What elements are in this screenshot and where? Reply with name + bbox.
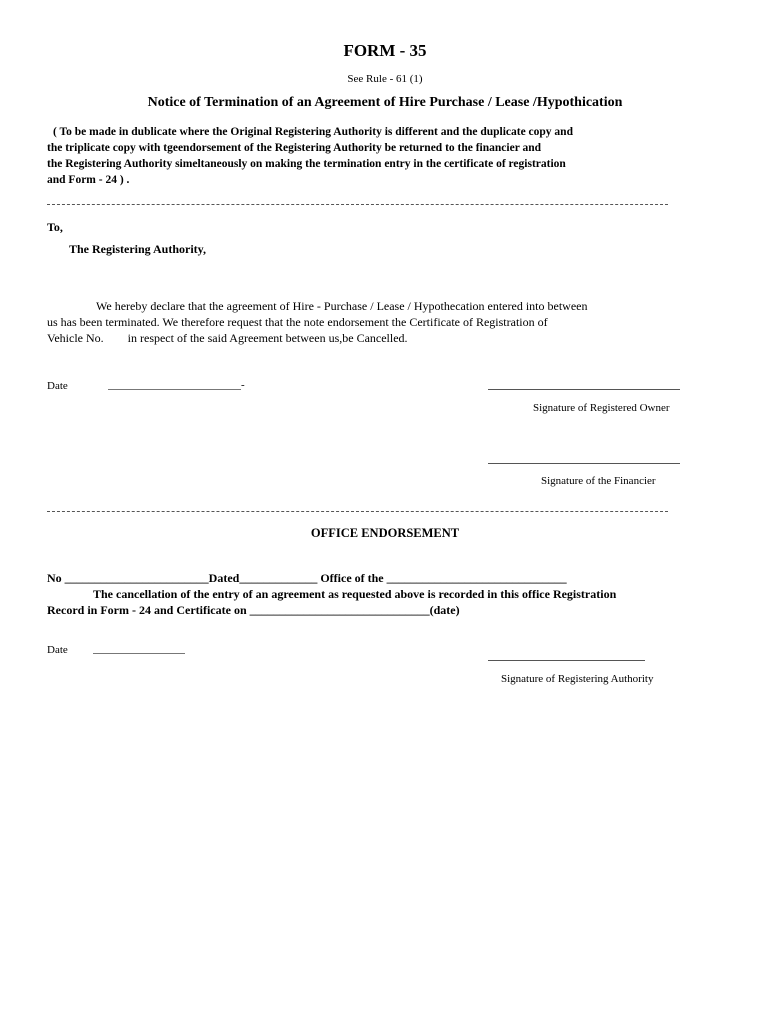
addressee-authority: The Registering Authority, bbox=[69, 242, 206, 256]
instruction-line: ( To be made in dublicate where the Original Registering Authority is different and the duplicate copy and bbox=[53, 126, 573, 138]
instruction-line: the Registering Authority simeltaneously on making the termination entry in the certificate of registration bbox=[47, 158, 566, 170]
authority-signature-line[interactable] bbox=[488, 660, 645, 661]
instruction-line: and Form - 24 ) . bbox=[47, 174, 130, 186]
declaration-line-1: We hereby declare that the agreement of Hire - Purchase / Lease / Hypothecation entered into between bbox=[96, 299, 588, 313]
instruction-line: the triplicate copy with tgeendorsement of the Registering Authority be returned to the financier and bbox=[47, 142, 542, 154]
declaration-line-3 bbox=[47, 330, 408, 346]
financier-signature-label: Signature of the Financier bbox=[541, 475, 656, 487]
to-label: To, bbox=[47, 220, 63, 234]
owner-signature-line[interactable] bbox=[488, 389, 680, 390]
endorsement-line-3: Record in Form - 24 and Certificate on ______________________________(date) bbox=[47, 603, 460, 617]
endorsement-date-label: Date bbox=[47, 644, 68, 656]
date-blank-line[interactable] bbox=[108, 389, 241, 390]
endorsement-line-2: The cancellation of the entry of an agreement as requested above is recorded in this office Registration bbox=[93, 587, 617, 601]
declaration-line-2: us has been terminated. We therefore request that the note endorsement the Certificate of Registration of bbox=[47, 315, 548, 329]
see-rule: See Rule - 61 (1) bbox=[347, 73, 423, 85]
notice-title: Notice of Termination of an Agreement of Hire Purchase / Lease /Hypothication bbox=[147, 95, 623, 110]
date-label: Date bbox=[47, 380, 68, 392]
financier-signature-line[interactable] bbox=[488, 463, 680, 464]
dashed-divider-top bbox=[47, 204, 668, 205]
authority-signature-label: Signature of Registering Authority bbox=[501, 673, 654, 685]
endorsement-line-1: No ________________________Dated_____________ Office of the ______________________________ bbox=[47, 571, 567, 585]
owner-signature-label: Signature of Registered Owner bbox=[533, 402, 670, 414]
dashed-divider-middle bbox=[47, 511, 668, 512]
endorsement-date-blank-line[interactable] bbox=[93, 653, 185, 654]
vehicle-no-label: Vehicle No. bbox=[47, 331, 104, 345]
declaration-line-3-text: in respect of the said Agreement between us,be Cancelled. bbox=[127, 331, 408, 345]
form-title: FORM - 35 bbox=[343, 41, 427, 60]
office-endorsement-title: OFFICE ENDORSEMENT bbox=[310, 526, 460, 540]
date-dash: - bbox=[241, 379, 245, 391]
